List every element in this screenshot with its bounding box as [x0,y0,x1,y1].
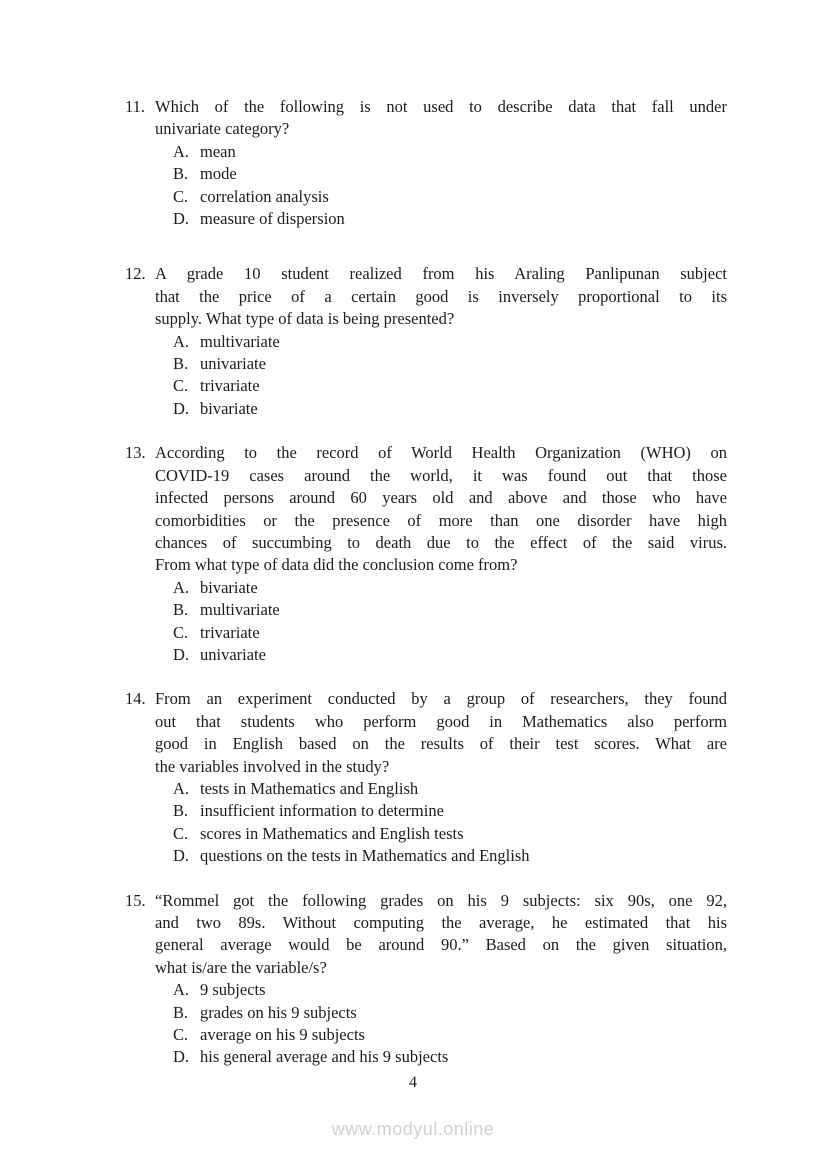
options-list [155,141,727,231]
option-text: insufficient information to determine [200,801,444,821]
option-letter: D. [173,644,190,664]
watermark-text: www.modyul.online [331,1119,495,1139]
page-number: 4 [409,1074,417,1091]
option-c [173,186,727,208]
option-text: bivariate [200,398,258,418]
option-b [173,353,727,375]
option-b [173,800,727,822]
option-text: tests in Mathematics and English [200,778,419,798]
option-text: average on his 9 subjects [200,1025,365,1045]
question-body [155,96,727,230]
option-letter: B. [173,164,189,184]
question-number: 13. [125,443,146,463]
option-b [173,1002,727,1024]
option-letter: A. [173,778,190,798]
question-text: A grade 10 student realized from his Araling Panlipunan subject that the price of a certain good is inversely proportional to its supply. What type of data is being presented? [155,264,727,329]
question-text: From an experiment conducted by a group of researchers, they found out that students who perform good in Mathematics also perform good in English based on the results of their test scores. What are the variables involved in the study? [155,689,727,776]
option-letter: A. [173,980,190,1000]
question-number: 11. [125,97,146,116]
option-text: questions on the tests in Mathematics and English [200,846,530,866]
question-number: 15. [125,890,146,910]
option-d [173,1046,727,1068]
option-letter: D. [173,398,190,418]
options-list [155,331,727,421]
option-text: measure of dispersion [200,209,345,229]
option-a [173,141,727,163]
options-list [155,577,727,667]
question-number: 12. [125,264,146,284]
question-number: 14. [125,689,146,709]
options-list [155,979,727,1069]
question-list [125,96,727,1091]
option-letter: C. [173,622,189,642]
option-letter: B. [173,801,189,821]
option-c [173,823,727,845]
option-letter: B. [173,354,189,374]
option-letter: A. [173,141,190,161]
option-c [173,375,727,397]
option-d [173,208,727,230]
option-d [173,398,727,420]
option-text: trivariate [200,622,260,642]
option-a [173,979,727,1001]
question-body [155,890,727,1069]
option-text: trivariate [200,376,260,396]
option-letter: C. [173,376,189,396]
option-text: mode [200,164,237,184]
option-text: univariate [200,354,266,374]
option-text: mean [200,141,236,161]
option-text: multivariate [200,331,280,351]
option-b [173,599,727,621]
question-text: “Rommel got the following grades on his 9 subjects: six 90s, one 92, and two 89s. Without computing the average, he estimated that his general average would be around 90.” Based on the given situation, what is/are the variable/s? [155,890,727,977]
option-text: multivariate [200,600,280,620]
option-letter: D. [173,1047,190,1067]
question-11 [125,96,727,230]
question-text: Which of the following is not used to describe data that fall under univariate category? [155,97,727,139]
option-letter: B. [173,600,189,620]
question-15 [125,890,727,1069]
option-d [173,845,727,867]
option-text: his general average and his 9 subjects [200,1047,449,1067]
option-letter: C. [173,186,189,206]
question-14 [125,688,727,867]
question-text: According to the record of World Health Organization (WHO) on COVID-19 cases around the world, it was found out that those infected persons around 60 years old and above and those who have comorbidities or the presence of more than one disorder have high chances of succumbing to death due to the effect of the said virus. From what type of data did the conclusion come from? [155,443,727,575]
option-a [173,778,727,800]
option-letter: D. [173,209,190,229]
options-list [155,778,727,868]
option-d [173,644,727,666]
option-letter: A. [173,331,190,351]
option-text: bivariate [200,577,258,597]
option-letter: C. [173,823,189,843]
question-body [155,263,727,420]
question-13 [125,442,727,666]
question-body [155,442,727,666]
option-a [173,577,727,599]
option-letter: B. [173,1002,189,1022]
option-a [173,331,727,353]
option-b [173,163,727,185]
option-c [173,1024,727,1046]
question-12 [125,263,727,420]
option-letter: D. [173,846,190,866]
option-letter: A. [173,577,190,597]
option-text: univariate [200,644,266,664]
option-text: grades on his 9 subjects [200,1002,357,1022]
option-c [173,622,727,644]
option-text: scores in Mathematics and English tests [200,823,464,843]
option-text: correlation analysis [200,186,329,206]
question-body [155,688,727,867]
option-letter: C. [173,1025,189,1045]
option-text: 9 subjects [200,980,266,1000]
